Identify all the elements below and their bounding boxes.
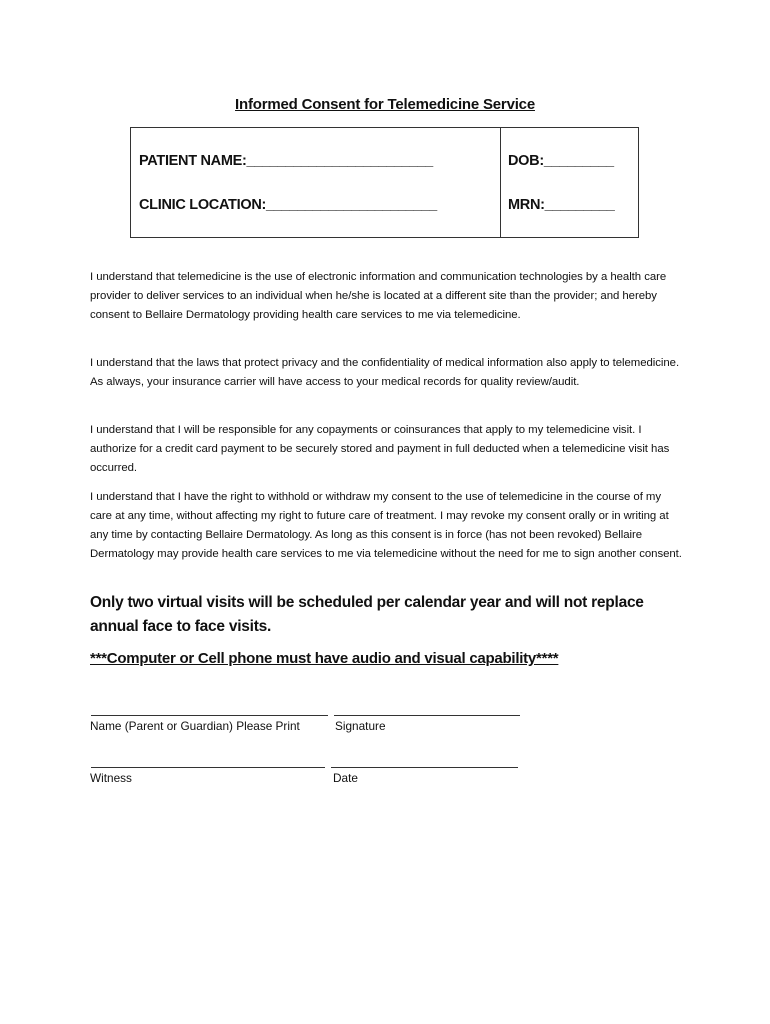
patient-name-field[interactable]: PATIENT NAME:________________________ (139, 153, 433, 169)
date-line[interactable] (331, 767, 518, 768)
patient-info-box (130, 127, 639, 238)
document-title: Informed Consent for Telemedicine Service (235, 96, 535, 113)
mrn-field[interactable]: MRN:_________ (508, 197, 615, 213)
witness-line[interactable] (91, 767, 325, 768)
visit-limit-notice: Only two virtual visits will be scheduled per calendar year and will not replace annual face to face visits. (90, 594, 644, 635)
name-label: Name (Parent or Guardian) Please Print (90, 719, 300, 733)
name-signature-line[interactable] (91, 715, 328, 716)
signature-label: Signature (335, 719, 386, 733)
device-requirement-notice: ***Computer or Cell phone must have audio and visual capability**** (90, 650, 559, 667)
dob-field[interactable]: DOB:_________ (508, 153, 614, 169)
consent-paragraph-telemedicine-definition: I understand that telemedicine is the use of electronic information and communication technologies by a health care provider to deliver services to an individual when he/she is located at a different site than the provider; and hereby consent to Bellaire Dermatology providing health care services to me via telemedicine. (90, 271, 667, 321)
consent-paragraph-privacy: I understand that the laws that protect privacy and the confidentiality of medical information also apply to telemedicine. As always, your insurance carrier will have access to your medical records for quality review/audit. (90, 357, 680, 388)
info-box-divider (500, 128, 501, 237)
witness-label: Witness (90, 771, 132, 785)
signature-line[interactable] (334, 715, 520, 716)
consent-paragraph-payment: I understand that I will be responsible for any copayments or coinsurances that apply to my telemedicine visit. I authorize for a credit card payment to be securely stored and payment in full deducted when a telemedicine visit has occurred. (90, 424, 670, 474)
clinic-location-field[interactable]: CLINIC LOCATION:______________________ (139, 197, 437, 213)
consent-paragraph-withdrawal: I understand that I have the right to withhold or withdraw my consent to the use of telemedicine in the course of my care at any time, without affecting my right to future care of treatment. I may revoke my consent orally or in writing at any time by contacting Bellaire Dermatology. As long as this consent is in force (has not been revoked) Bellaire Dermatology may provide health care services to me via telemedicine without the need for me to sign another consent. (90, 491, 682, 560)
date-label: Date (333, 771, 358, 785)
